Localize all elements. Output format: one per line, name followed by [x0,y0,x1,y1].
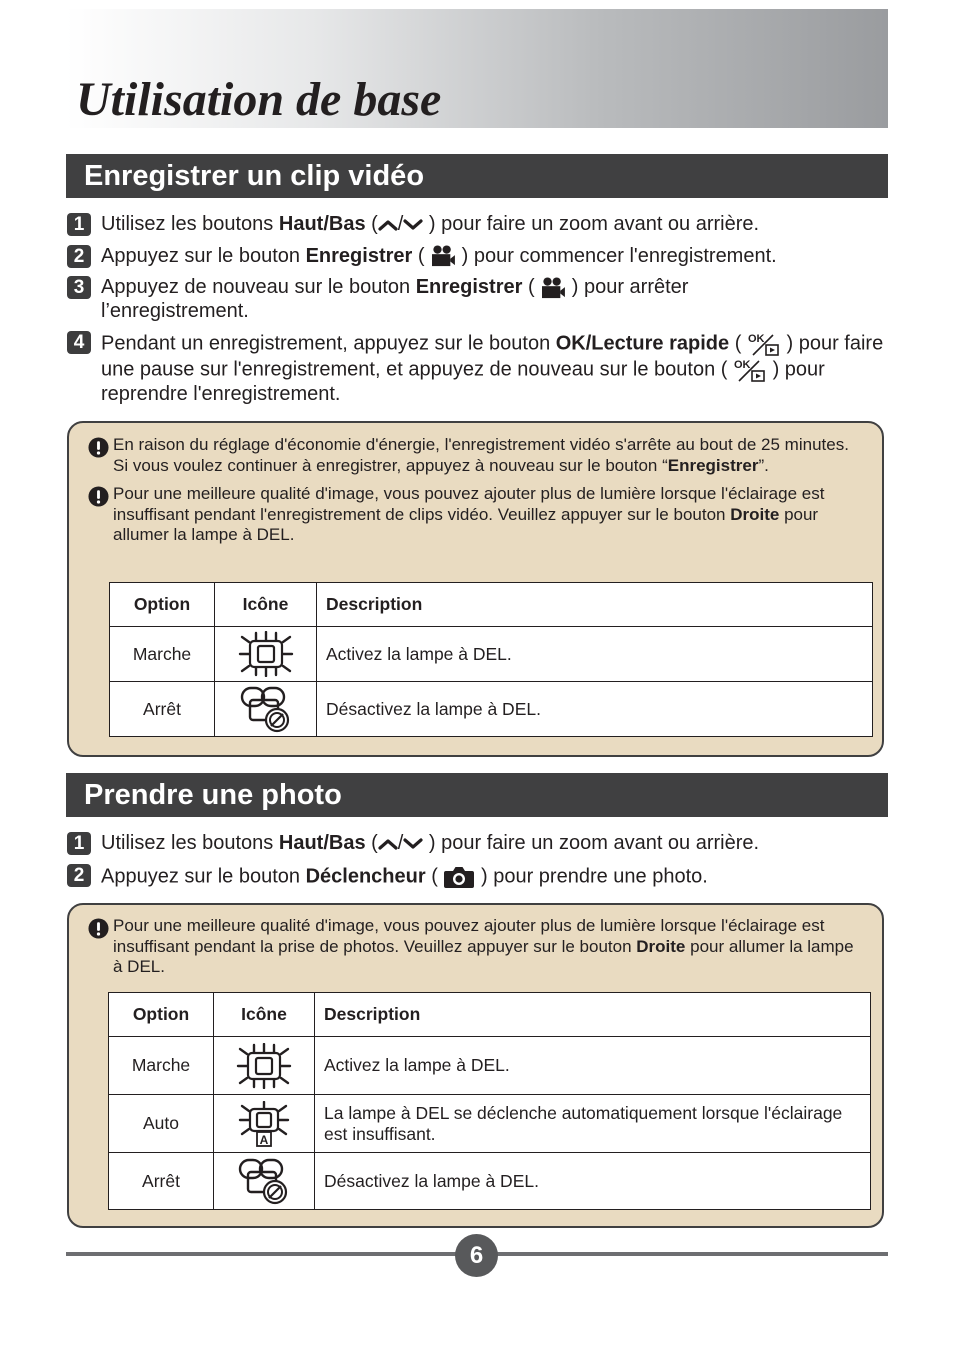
down-arrow-icon [403,219,423,231]
column-header: Option [110,583,215,627]
column-header: Icône [214,993,315,1037]
warning-icon [88,918,109,939]
video-steps [66,213,888,415]
note-item: Pour une meilleure qualité d'image, vous pouvez ajouter plus de lumière lorsque l'éclairage est insuffisant pendant la prise de photos. Veuillez appuyer sur le bouton Droite pour allumer la lampe à DEL. [69,916,882,978]
photo-steps [66,832,888,898]
step-number: 1 [67,832,91,855]
table-row [109,1037,871,1095]
column-header: Option [109,993,214,1037]
step-number: 2 [67,245,91,268]
section-heading-photo: Prendre une photo [84,779,342,811]
option-cell: Arrêt [109,1153,214,1210]
step-number: 2 [67,864,91,887]
photo-led-table [108,992,871,1210]
option-cell: Marche [110,627,215,682]
section-bar-photo [66,773,888,817]
down-arrow-icon [403,838,423,850]
page-number: 6 [455,1234,498,1277]
up-arrow-icon [378,838,398,850]
description-cell: Désactivez la lampe à DEL. [317,682,873,737]
table-header-row [109,993,871,1037]
option-cell: Auto [109,1095,214,1153]
table-row [109,1095,871,1153]
section-heading-video: Enregistrer un clip vidéo [84,160,425,192]
warning-icon [88,486,109,507]
note-item: En raison du réglage d'économie d'énergie, l'enregistrement vidéo s'arrête au bout de 25 minutes. Si vous voulez continuer à enregistrer, appuyez à nouveau sur le bouton “Enregistrer”. [69,435,882,476]
up-arrow-icon [378,219,398,231]
camera-shutter-icon [443,864,475,890]
table-row [110,627,873,682]
table-row [109,1153,871,1210]
record-icon [540,277,566,299]
ok-playback-icon [733,357,767,383]
warning-icon [88,437,109,458]
video-step-2: 2 Appuyez sur le bouton Enregistrer ( ) pour commencer l'enregistrement. [66,245,888,269]
step-number: 3 [67,276,91,299]
step-number: 1 [67,213,91,236]
description-cell: Activez la lampe à DEL. [317,627,873,682]
column-header: Description [315,993,871,1037]
led-auto-icon [234,1101,294,1147]
video-step-4: 4 Pendant un enregistrement, appuyez sur le bouton OK/Lecture rapide ( ) pour faire une pause sur l'enregistrement, et appuyez de nouveau sur le bouton ( ) pour reprendre l'enregistrement. [66,331,888,407]
led-off-icon [236,684,296,734]
description-cell: Désactivez la lampe à DEL. [315,1153,871,1210]
table-header-row [110,583,873,627]
photo-step-2: 2 Appuyez sur le bouton Déclencheur ( ) pour prendre une photo. [66,864,888,890]
ok-playback-icon [747,331,781,357]
option-cell: Marche [109,1037,214,1095]
column-header: Description [317,583,873,627]
led-on-icon [236,631,296,677]
led-on-icon [234,1043,294,1089]
option-cell: Arrêt [110,682,215,737]
led-off-icon [234,1156,294,1206]
video-led-table [109,582,873,737]
table-row [110,682,873,737]
section-bar-video [66,154,888,198]
column-header: Icône [215,583,317,627]
description-cell: Activez la lampe à DEL. [315,1037,871,1095]
record-icon [430,245,456,267]
photo-step-1: 1 Utilisez les boutons Haut/Bas ( / ) pour faire un zoom avant ou arrière. [66,832,888,856]
video-step-3: 3 Appuyez de nouveau sur le bouton Enregistrer ( ) pour arrêter l’enregistrement. [66,276,888,323]
video-step-1: 1 Utilisez les boutons Haut/Bas ( / ) pour faire un zoom avant ou arrière. [66,213,888,237]
page-title: Utilisation de base [76,73,442,126]
step-number: 4 [67,331,91,354]
description-cell: La lampe à DEL se déclenche automatiquement lorsque l'éclairage est insuffisant. [315,1095,871,1153]
note-item: Pour une meilleure qualité d'image, vous pouvez ajouter plus de lumière lorsque l'éclairage est insuffisant pendant l'enregistrement de clips vidéo. Veuillez appuyer sur le bouton Droite pour allumer la lampe à DEL. [69,484,882,546]
